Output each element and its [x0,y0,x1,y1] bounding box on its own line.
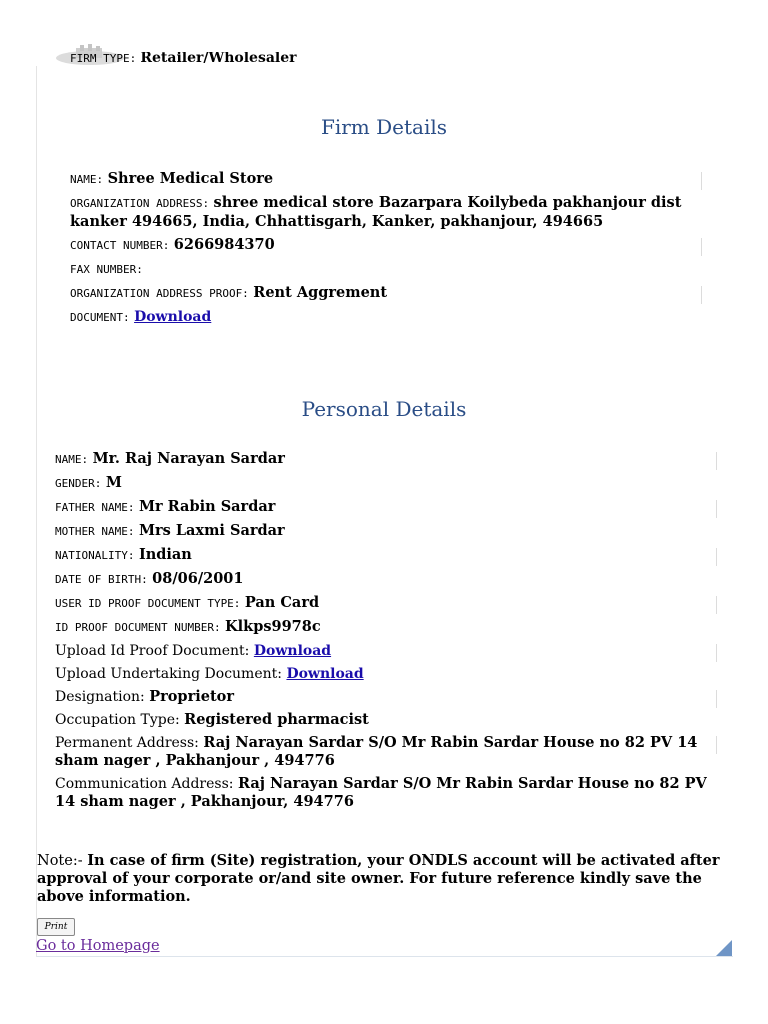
row-value: Shree Medical Store [107,170,274,187]
row-label: FAX NUMBER: [70,263,143,276]
note-text: In case of firm (Site) registration, your ONDLS account will be activated after approval of your corporate or/and site owner. For future reference kindly save the above information. [37,852,720,905]
row-label: NAME: [55,453,89,466]
firm-contact-row [70,234,700,258]
divider [716,500,717,518]
row-value: 6266984370 [173,236,275,253]
firm-document-row [70,306,700,330]
firm-name-row [70,168,700,192]
row-value: Mr Rabin Sardar [138,498,276,515]
row-label: FATHER NAME: [55,501,135,514]
divider [701,238,702,256]
divider [701,286,702,304]
row-label: Upload Id Proof Document: [55,643,250,659]
row-value: 08/06/2001 [152,570,244,587]
divider [716,548,717,566]
divider [701,172,702,190]
registration-note [37,852,737,906]
row-label: DATE OF BIRTH: [55,573,148,586]
firm-address-proof-row [70,282,700,306]
nationality-row [55,544,715,568]
firm-type-value: Retailer/Wholesaler [140,52,297,66]
occupation-row [55,709,715,732]
firm-type-row [70,52,297,70]
row-value: Pan Card [244,594,320,611]
row-label: ORGANIZATION ADDRESS PROOF: [70,287,249,300]
row-label: DOCUMENT: [70,311,130,324]
permanent-address-row [55,732,715,773]
row-value: Raj Narayan Sardar S/O Mr Rabin Sardar House no 82 PV 14 sham nager , Pakhanjour, 494776 [55,775,707,810]
row-value: Indian [138,546,192,563]
row-label: CONTACT NUMBER: [70,239,170,252]
print-button[interactable]: Print [37,918,75,936]
row-value: M [105,474,122,491]
divider [716,736,717,754]
father-name-row [55,496,715,520]
row-label: Designation: [55,689,145,705]
row-label: Upload Undertaking Document: [55,666,282,682]
mother-name-row [55,520,715,544]
divider [716,596,717,614]
corner-decoration [716,940,732,956]
row-label: NAME: [70,173,104,186]
firm-document-download-link[interactable]: Download [134,309,212,325]
firm-fax-row [70,258,700,282]
homepage-link[interactable]: Go to Homepage [36,938,160,954]
person-name-row [55,448,715,472]
personal-details-title: Personal Details [301,397,467,421]
row-value: Mrs Laxmi Sardar [138,522,285,539]
communication-address-row [55,773,715,814]
row-value: Raj Narayan Sardar S/O Mr Rabin Sardar House no 82 PV 14 sham nager , Pakhanjour , 494776 [55,734,698,769]
divider [716,452,717,470]
id-proof-number-row [55,616,715,640]
personal-details-list [55,448,715,814]
row-label: MOTHER NAME: [55,525,135,538]
row-value: Mr. Raj Narayan Sardar [92,450,285,467]
undertaking-upload-row [55,663,715,686]
firm-details-title: Firm Details [320,115,448,139]
row-label: GENDER: [55,477,102,490]
row-label: Communication Address: [55,776,234,792]
id-proof-type-row [55,592,715,616]
divider [716,644,717,662]
firm-details-list [70,168,700,330]
id-proof-upload-row [55,640,715,663]
note-prefix: Note:- [37,853,83,869]
divider [716,690,717,708]
dob-row [55,568,715,592]
row-label: ID PROOF DOCUMENT NUMBER: [55,621,221,634]
row-value: shree medical store Bazarpara Koilybeda pakhanjour dist kanker 494665, India, Chhattisgarh, Kanker, pakhanjour, 494665 [70,194,682,230]
firm-type-label: FIRM TYPE: [70,52,137,65]
row-label: USER ID PROOF DOCUMENT TYPE: [55,597,241,610]
id-proof-download-link[interactable]: Download [253,643,332,659]
firm-address-row [70,192,700,234]
undertaking-download-link[interactable]: Download [286,666,364,682]
row-label: Occupation Type: [55,712,180,728]
row-label: NATIONALITY: [55,549,135,562]
row-value: Proprietor [149,688,234,705]
row-label: ORGANIZATION ADDRESS: [70,197,210,210]
row-label: Permanent Address: [55,735,199,751]
row-value: Rent Aggrement [253,284,388,301]
row-value: Registered pharmacist [184,711,369,728]
gender-row [55,472,715,496]
row-value: Klkps9978c [225,618,321,635]
designation-row [55,686,715,709]
